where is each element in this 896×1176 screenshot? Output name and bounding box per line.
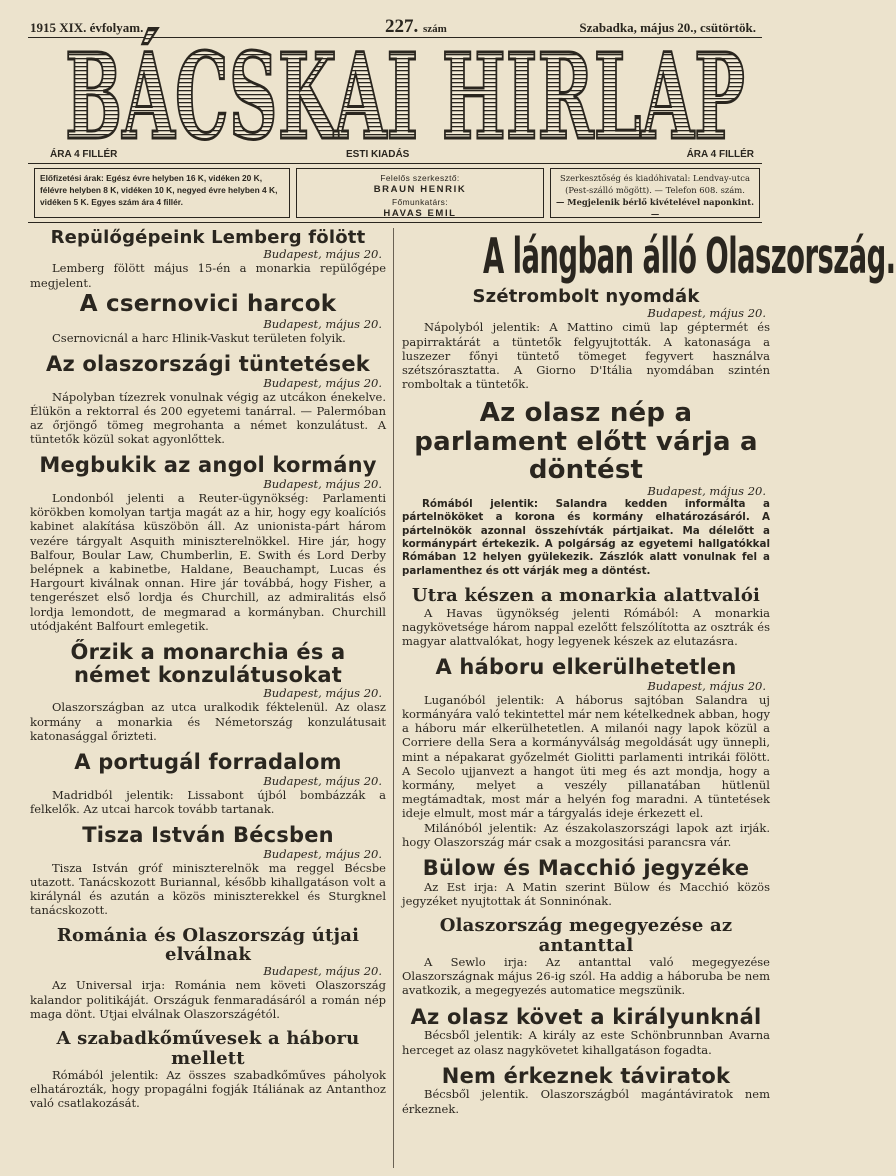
lead-headline: A lángban álló Olaszország. <box>482 228 896 285</box>
place-date: Szabadka, május 20., csütörtök. <box>579 20 756 35</box>
article-subtitle: Szétrombolt nyomdák <box>472 286 700 307</box>
office-box: Szerkesztőség és kiadóhivatal: Lendvay-utca (Pest-szálló mögött). — Telefon 608. szám. — Megjelenik bérlő kivételével naponkint. — <box>550 168 760 218</box>
subscription-box: Előfizetési árak: Egész évre helyben 16 K, vidéken 20 K, félévre helyben 8 K, vidéken 10 K, negyed évre helyben 4 K, vidéken 5 K. Egyes szám ára 4 fillér. <box>34 168 290 218</box>
article-body: Londonból jelenti a Reuter-ügynökség: Parlamenti körökben komolyan tartja magát az a hir, hogy egy koalíciós kabinet alakítása küszöbön áll. Az unionista-párt három vezére tárgyalt Asquith miniszterelnökkel. Hire jár, hogy Balfour, Boular Law, Chumberlin, E. Swith és Lord Derby belépnek a kabinetbe, Haldane, Beauchampt, Lucas és Hargourt kiválnak onnan. Hire jár továbbá, hogy Fisher, a tengerészet első lordja és Churchill, az admiralitás első lordja lemondott, de megmarad a kormányban. Churchill utódjaként Balfourt emlegetik. <box>30 491 386 633</box>
article-title: Őrzik a monarchia és a német konzulátusokat <box>70 640 346 687</box>
article-title: A csernovici harcok <box>79 290 337 317</box>
article-body: Nápolyban tízezrek vonulnak végig az utcákon énekelve. Élükön a rektorral és 200 egyetemi tanárral. — Palermóban az őrjöngő tömeg megrohanta a német konzulátust. A tüntetők közül sokat agyonlőttek. <box>30 389 386 447</box>
article <box>30 353 386 446</box>
article <box>30 454 386 633</box>
article-dateline: Budapest, május 20. <box>263 247 382 262</box>
info-rule <box>28 222 762 223</box>
article-title: Nem érkeznek táviratok <box>441 1063 731 1088</box>
article <box>402 656 770 849</box>
article-lead <box>402 228 896 392</box>
article-title: A szabadkőművesek a háboru mellett <box>56 1028 360 1069</box>
article-title: Románia és Olaszország útjai elválnak <box>56 924 360 966</box>
issue-number: 227. szám <box>385 16 447 37</box>
article-dateline: Budapest, május 20. <box>263 773 382 788</box>
article-title: Bülow és Macchió jegyzéke <box>422 856 750 881</box>
article-dateline: Budapest, május 20. <box>263 964 382 979</box>
article-body: A Sewlo irja: Az antanttal való megegyezése Olaszországnak május 26-ig szól. Ha addig a háboruba be nem avatkozik, a megegyezés automatice megszünik. <box>402 955 770 998</box>
article-body: Nápolyból jelentik: A Mattino cimü lap géptermét és papirraktárát a tüntetők felgyujtották. A katonasága a luszezer főnyi tüntető tömeget fegyvert használva szétszórasztatta. A Giorno D'Itália nyomdában szintén romboltak a tüntetők. <box>402 320 770 392</box>
article <box>30 1029 386 1110</box>
article <box>402 916 770 997</box>
article <box>402 1006 770 1057</box>
article-dateline: Budapest, május 20. <box>263 375 382 390</box>
article-dateline: Budapest, május 20. <box>647 678 766 693</box>
article-title: A háboru elkerülhetetlen <box>435 655 737 680</box>
left-column <box>30 228 386 1168</box>
edition: ESTI KIADÁS <box>346 149 410 160</box>
article-body: Tisza István gróf miniszterelnök ma reggel Bécsbe utazott. Tanácskozott Buriannal, később kihallgatáson volt a királynál és azután a közös miniszterekkel és Sturgknel tanácskozott. <box>30 860 386 918</box>
article <box>402 399 770 578</box>
price-right: ÁRA 4 FILLÉR <box>686 149 754 160</box>
masthead-text: BÁCSKAI HIRLAP <box>65 27 745 166</box>
subhead-rule <box>28 163 762 164</box>
article-body: Az Est irja: A Matin szerint Bülow és Macchió közös jegyzéket nyujtottak át Sonninónak. <box>402 879 770 908</box>
article <box>30 751 386 816</box>
info-row <box>34 168 760 218</box>
article-dateline: Budapest, május 20. <box>263 316 382 331</box>
article <box>30 228 386 290</box>
article <box>402 586 770 648</box>
article-body: Lemberg fölött május 15-én a monarkia repülőgépe megjelent. <box>30 261 386 290</box>
article <box>30 641 386 743</box>
article <box>402 1065 770 1116</box>
article-title: A portugál forradalom <box>74 750 342 775</box>
price-left: ÁRA 4 FILLÉR <box>50 149 118 160</box>
article-dateline: Budapest, május 20. <box>263 686 382 701</box>
article-dateline: Budapest, május 20. <box>263 846 382 861</box>
right-column <box>402 228 896 1168</box>
article-body-2: Milánóból jelentik: Az északolaszországi lapok azt irják. hogy Olaszország már csak a mozgositási parancsra vár. <box>402 820 770 849</box>
column-divider <box>393 228 394 1168</box>
article-body: Madridból jelentik: Lissabont újból bombázzák a felkelők. Az utcai harcok tovább tartanak. <box>30 787 386 816</box>
article-title: Tisza István Bécsben <box>82 823 334 848</box>
article-title: Utra készen a monarkia alattvalói <box>411 585 761 607</box>
article-body: Bécsből jelentik. Olaszországból magántáviratok nem érkeznek. <box>402 1087 770 1116</box>
article-title: Az olasz nép a parlament előtt várja a döntést <box>414 398 758 485</box>
editors-box: Felelős szerkesztő: BRAUN HENRIK Főmunkatárs: HAVAS EMIL <box>296 168 544 218</box>
article-title: Az olasz követ a királyunknál <box>410 1004 762 1029</box>
article-title: Az olaszországi tüntetések <box>46 351 370 376</box>
article-body: Bécsből jelentik: A király az este Schönbrunnban Avarna herceget az olasz nagykövetet kihallgatáson fogadta. <box>402 1028 770 1057</box>
article-body: Olaszországban az utca uralkodik féktelenül. Az olasz kormány a monarkia és Németország konzulátusait katonasággal őrizteti. <box>30 700 386 743</box>
article-body: Rómából jelentik: Salandra kedden informálta a pártelnököket a korona és kormány elhatározásáról. A pártelnökök azonnal összehívták pártjaikat. Ma délelőtt a kormánypárt értekezik. A polgárság az egyetemi hallgatókkal Rómában 12 helyen gyülekezik. Zászlók alatt vonulnak fel a parlamenthez és ott várják meg a döntést. <box>402 497 770 577</box>
article <box>30 824 386 917</box>
article-dateline: Budapest, május 20. <box>647 483 766 498</box>
article-body: Az Universal irja: Románia nem követi Olaszország kalandor politikáját. Országuk fenmaradásáról a román nép maga dönt. Utjai elválnak Olaszországétól. <box>30 978 386 1021</box>
article <box>30 292 386 345</box>
article-dateline: Budapest, május 20. <box>647 306 766 321</box>
article <box>30 926 386 1021</box>
article-body: Rómából jelentik: Az összes szabadkőműves páholyok elhatározták, hogy propagálni fogják Itáliának az Antanthoz való csatlakozását. <box>30 1067 386 1111</box>
article-body: A Havas ügynökség jelenti Rómából: A monarkia nagykövetsége három nappal ezelőtt felszólította az osztrák és magyar alattvalókat, hogy legyenek készek az elutazásra. <box>402 605 770 648</box>
article-title: Repülőgépeink Lemberg fölött <box>50 227 366 248</box>
article-title: Megbukik az angol kormány <box>39 453 377 478</box>
article-title: Olaszország megegyezése az antanttal <box>439 915 733 956</box>
article-body: Luganóból jelentik: A háborus sajtóban Salandra uj kormányára való tekintettel már nem kételkednek abban, hogy a háboru már elkerülhetetlen. A milanói nagy lapok közül a Corriere della Sera a kormányválság megoldását ugy ünnepli, mint a népakarat győzelmét Giolitti parlamenti intrikái fölött. A Secolo ujjanvezt a hangot üti meg és azt mondja, hogy a kormány, melyet a veszély pillanatában hütlenül megtámadtak, most már a helyén fog maradni. A tüntetések ideje elmult, most már a tárgyalás ideje érkezett el. <box>402 692 770 821</box>
article <box>402 857 770 908</box>
article-body: Csernovicnál a harc Hlinik-Vaskut területen folyik. <box>52 330 346 345</box>
article-dateline: Budapest, május 20. <box>263 477 382 492</box>
volume: 1915 XIX. évfolyam. <box>30 20 144 35</box>
